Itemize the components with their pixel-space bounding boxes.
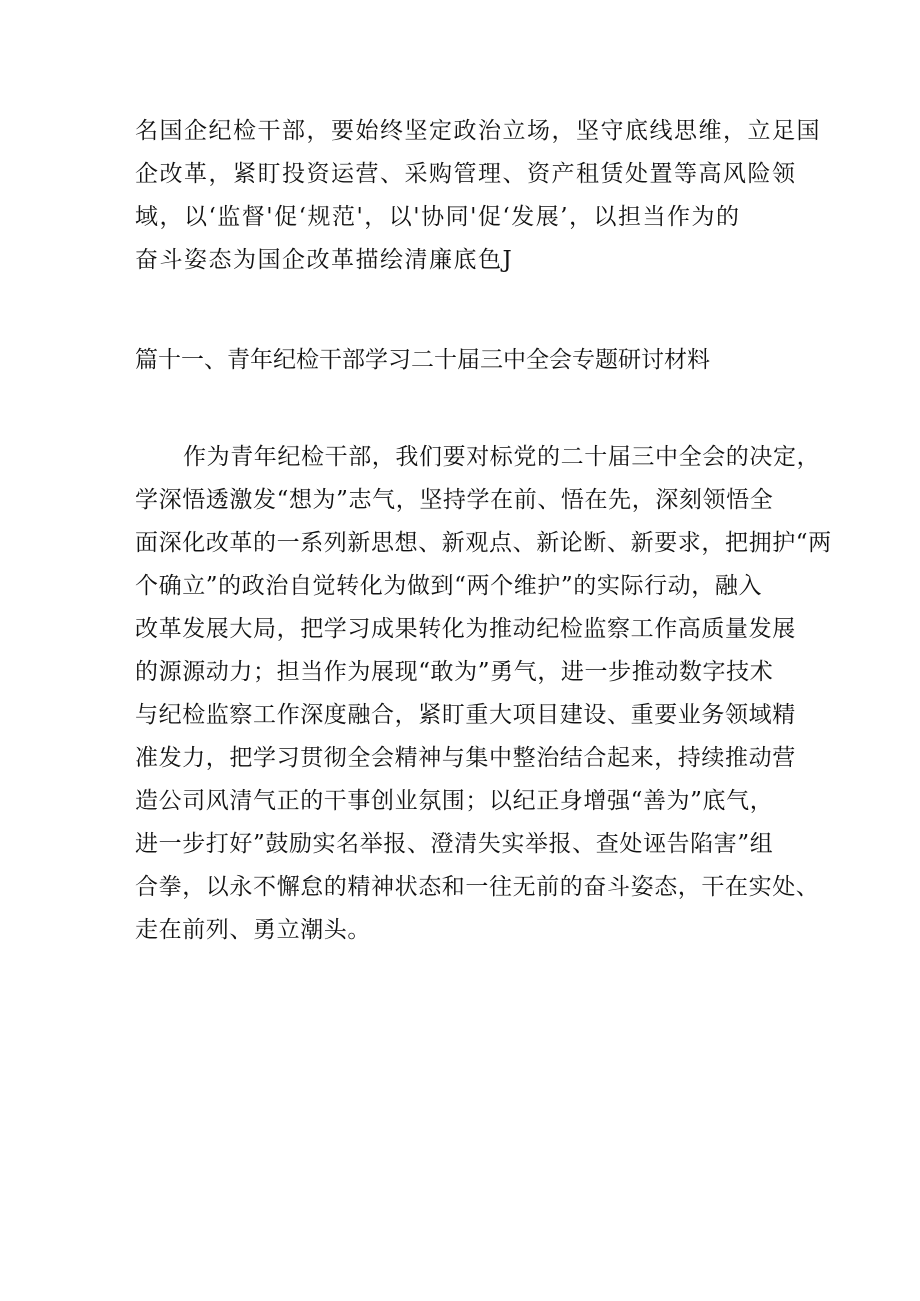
section-heading: 篇十一、青年纪检干部学习二十届三中全会专题研讨材料: [135, 347, 710, 373]
paragraph-line: 个确立”的政治自觉转化为做到“两个维护”的实际行动，融入: [135, 573, 763, 599]
paragraph-line: 合拳，以永不懈怠的精神状态和一往无前的奋斗姿态，干在实处、: [135, 874, 820, 900]
paragraph-line: 准发力，把学习贯彻全会精神与集中整治结合起来，持续推动营: [135, 745, 796, 771]
top-paragraph: [135, 110, 821, 282]
paragraph-line: 的源源动力；担当作为展现“敢为”勇气，进一步推动数字技术: [135, 659, 774, 685]
paragraph-line: 名国企纪检干部，要始终坚定政治立场，坚守底线思维，立足国: [135, 118, 821, 144]
paragraph-line: 与纪检监察工作深度融合，紧盯重大项目建设、重要业务领域精: [135, 702, 796, 728]
paragraph-line: 进一步打好”鼓励实名举报、澄清失实举报、查处诬告陷害”组: [135, 831, 774, 857]
body-paragraph: [135, 436, 832, 952]
paragraph-line: 改革发展大局，把学习成果转化为推动纪检监察工作高质量发展: [135, 616, 796, 642]
paragraph-line: 面深化改革的一系列新思想、新观点、新论断、新要求，把拥护“两: [135, 530, 832, 556]
paragraph-line: 走在前列、勇立潮头。: [135, 917, 371, 943]
paragraph-line: 企改革，紧盯投资运营、采购管理、资产租赁处置等高风险领: [135, 161, 797, 187]
paragraph-line: 作为青年纪检干部，我们要对标党的二十届三中全会的决定，: [183, 444, 821, 470]
paragraph-line: 造公司风清气正的干事创业氛围；以纪正身增强“善为”底气，: [135, 788, 774, 814]
paragraph-line: 域，以‘监督'促‘规范'，以'协同'促‘发展’，以担当作为的: [135, 204, 741, 230]
paragraph-line: 学深悟透激发“想为”志气，坚持学在前、悟在先，深刻领悟全: [135, 487, 774, 513]
paragraph-line: 奋斗姿态为国企改革描绘清廉底色J: [135, 247, 514, 273]
